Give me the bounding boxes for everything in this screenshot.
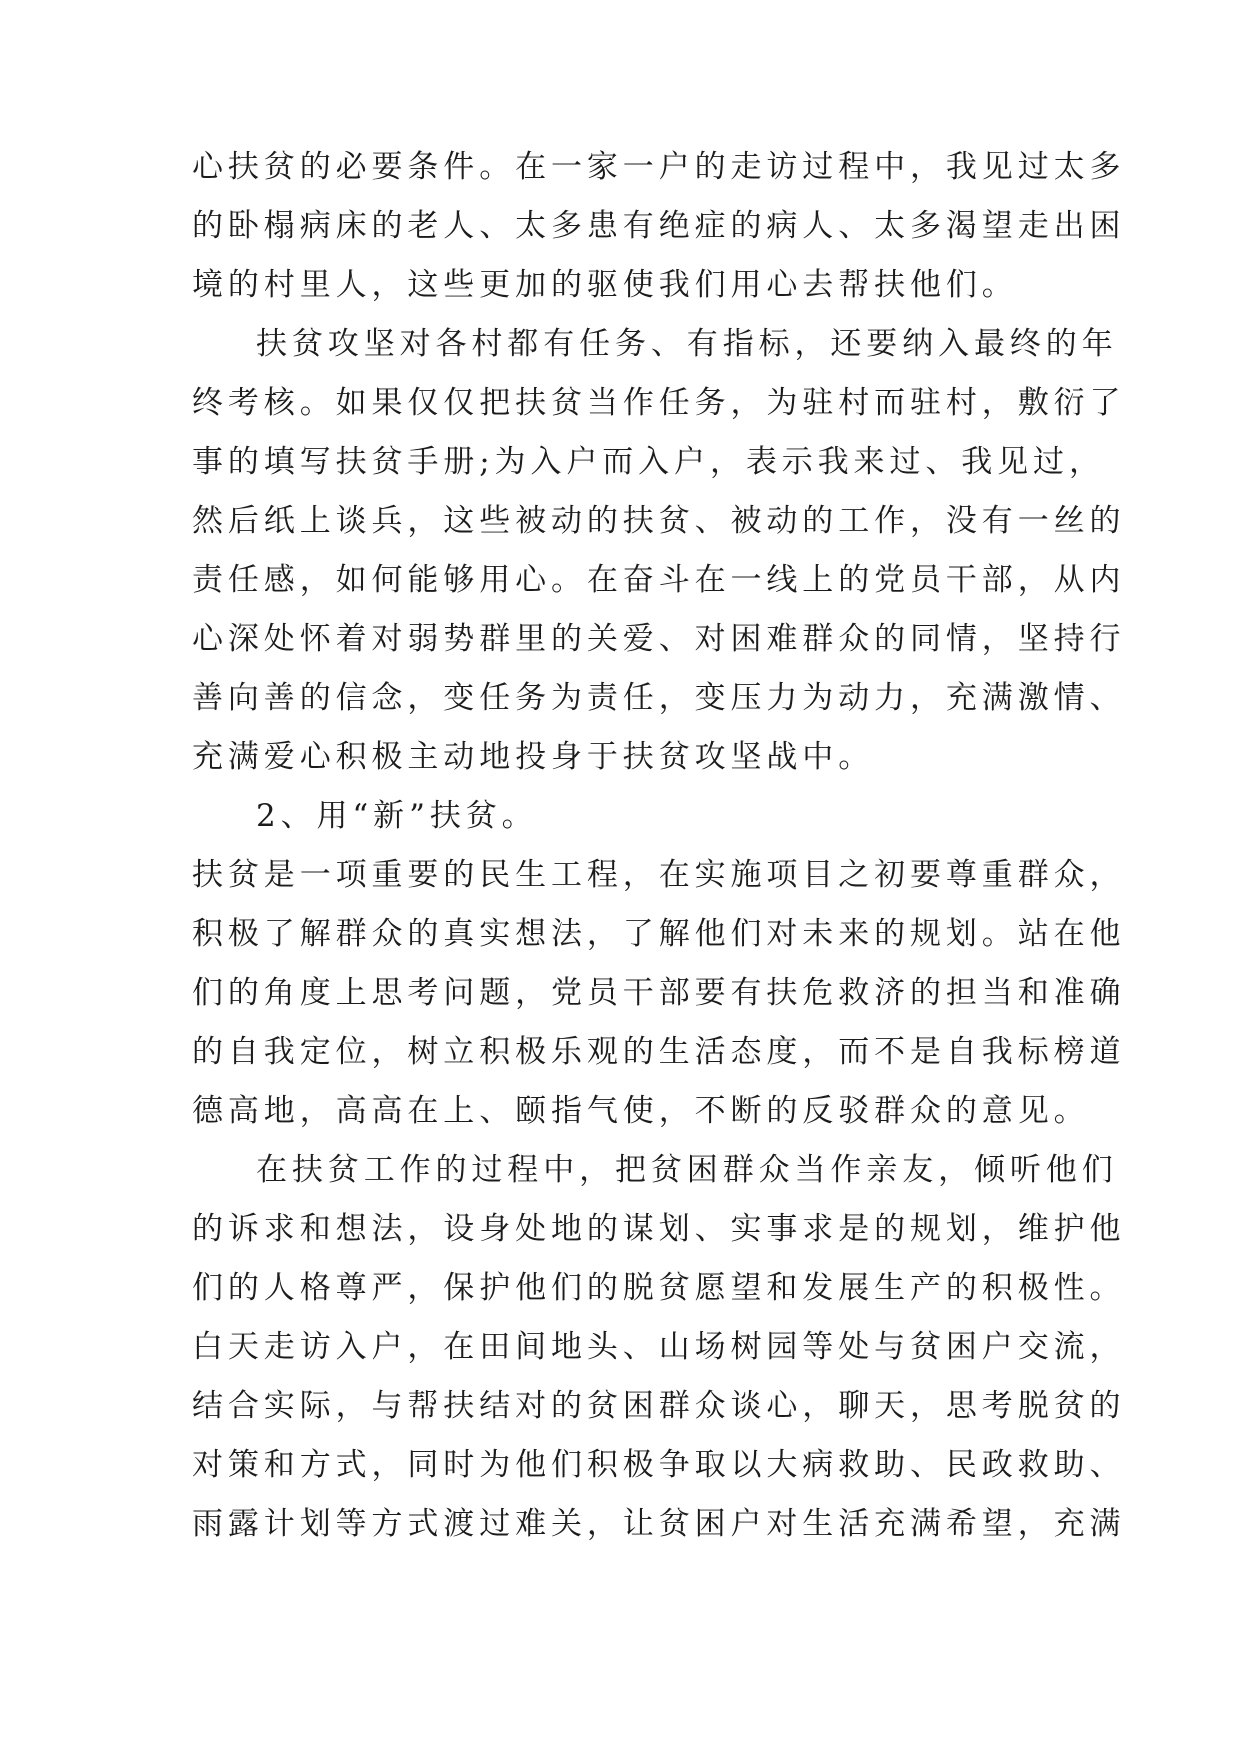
- text-line: 心扶贫的必要条件。在一家一户的走访过程中，我见过太多: [192, 149, 1126, 185]
- section-heading: 2、用“新”扶贫。: [256, 798, 538, 834]
- text-line: 责任感，如何能够用心。在奋斗在一线上的党员干部，从内: [192, 562, 1126, 598]
- text-line: 境的村里人，这些更加的驱使我们用心去帮扶他们。: [192, 267, 1018, 303]
- text-line: 雨露计划等方式渡过难关，让贫困户对生活充满希望，充满: [192, 1506, 1126, 1542]
- text-line: 充满爱心积极主动地投身于扶贫攻坚战中。: [192, 739, 875, 775]
- text-line: 扶贫是一项重要的民生工程，在实施项目之初要尊重群众，: [192, 857, 1126, 893]
- text-line: 德高地，高高在上、颐指气使，不断的反驳群众的意见。: [192, 1093, 1090, 1129]
- text-line: 终考核。如果仅仅把扶贫当作任务，为驻村而驻村，敷衍了: [192, 385, 1126, 421]
- text-line: 然后纸上谈兵，这些被动的扶贫、被动的工作，没有一丝的: [192, 503, 1126, 539]
- text-line: 的诉求和想法，设身处地的谋划、实事求是的规划，维护他: [192, 1211, 1126, 1247]
- text-line: 积极了解群众的真实想法，了解他们对未来的规划。站在他: [192, 916, 1126, 952]
- text-line: 结合实际，与帮扶结对的贫困群众谈心，聊天，思考脱贫的: [192, 1388, 1126, 1424]
- text-line: 们的人格尊严，保护他们的脱贫愿望和发展生产的积极性。: [192, 1270, 1126, 1306]
- text-line: 善向善的信念，变任务为责任，变压力为动力，充满激情、: [192, 680, 1126, 716]
- text-line: 们的角度上思考问题，党员干部要有扶危救济的担当和准确: [192, 975, 1126, 1011]
- text-line: 的卧榻病床的老人、太多患有绝症的病人、太多渴望走出困: [192, 208, 1126, 244]
- paragraph-first-line: 扶贫攻坚对各村都有任务、有指标，还要纳入最终的年: [256, 326, 1118, 362]
- text-line: 事的填写扶贫手册;为入户而入户，表示我来过、我见过，: [192, 444, 1105, 480]
- text-line: 心深处怀着对弱势群里的关爱、对困难群众的同情，坚持行: [192, 621, 1126, 657]
- text-line: 白天走访入户，在田间地头、山场树园等处与贫困户交流，: [192, 1329, 1126, 1365]
- text-line: 对策和方式，同时为他们积极争取以大病救助、民政救助、: [192, 1447, 1126, 1483]
- paragraph-first-line: 在扶贫工作的过程中，把贫困群众当作亲友，倾听他们: [256, 1152, 1118, 1188]
- text-line: 的自我定位，树立积极乐观的生活态度，而不是自我标榜道: [192, 1034, 1126, 1070]
